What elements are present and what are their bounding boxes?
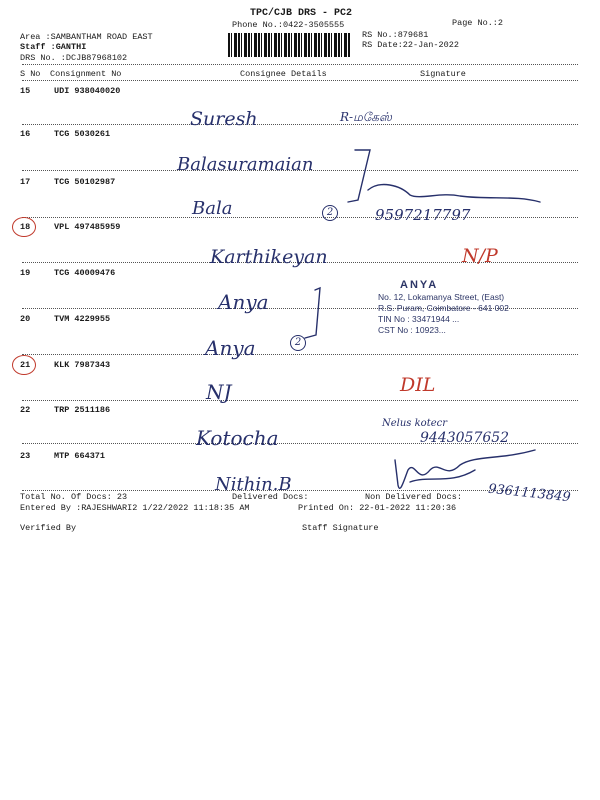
- col-consignee: Consignee Details: [240, 69, 327, 79]
- handwritten-name: NJ: [206, 380, 232, 404]
- signature-stroke: [348, 150, 370, 202]
- row-sno: 20: [20, 314, 31, 324]
- row-consignment: TRP 2511186: [54, 405, 111, 415]
- col-sno: S No: [20, 69, 41, 79]
- row-sno: 21: [20, 360, 31, 370]
- handwritten-note: R-மகேஸ்: [340, 110, 392, 124]
- row-sno: 17: [20, 177, 31, 187]
- row-divider: [22, 124, 578, 125]
- signature-stroke: [410, 470, 475, 482]
- handwritten-name: Kotocha: [196, 426, 279, 450]
- printed-on: Printed On: 22-01-2022 11:20:36: [298, 503, 457, 513]
- entered-by: Entered By :RAJESHWARI2 1/22/2022 11:18:35 AM: [20, 503, 250, 513]
- page-number: Page No.:2: [452, 18, 504, 28]
- handwritten-phone: 9597217797: [375, 206, 471, 224]
- row-sno: 16: [20, 129, 31, 139]
- non-delivered-docs: Non Delivered Docs:: [365, 492, 462, 502]
- handwritten-name: Anya: [205, 336, 256, 360]
- red-circle-mark: [12, 355, 36, 375]
- row-consignment: UDI 938040020: [54, 86, 121, 96]
- handwritten-name: Karthikeyan: [210, 246, 328, 268]
- stamp-address-line: R.S. Puram, Coimbatore - 641 002: [378, 303, 509, 313]
- red-circle-mark: [12, 217, 36, 237]
- handwritten-name: Anya: [218, 290, 269, 314]
- divider: [22, 64, 578, 65]
- handwritten-phone: 9443057652: [420, 430, 510, 446]
- row-consignment: VPL 497485959: [54, 222, 121, 232]
- total-docs: Total No. Of Docs: 23: [20, 492, 128, 502]
- divider: [22, 80, 578, 81]
- signature-stroke: [305, 288, 320, 338]
- handwritten-name: Suresh: [190, 108, 258, 130]
- stamp-company: ANYA: [400, 279, 439, 291]
- col-signature: Signature: [420, 69, 466, 79]
- row-consignment: TCG 50102987: [54, 177, 116, 187]
- circled-number-mark: 2: [322, 205, 338, 221]
- col-consignment: Consignment No: [50, 69, 122, 79]
- row-sno: 22: [20, 405, 31, 415]
- drs-number: DRS No. :DCJB87968102: [20, 53, 128, 63]
- rs-number: RS No.:879681: [362, 30, 429, 40]
- barcode: [228, 33, 350, 57]
- stamp-tin: TIN No : 33471944 ...: [378, 314, 460, 324]
- row-sno: 15: [20, 86, 31, 96]
- row-consignment: KLK 7987343: [54, 360, 111, 370]
- stamp-cst: CST No : 10923...: [378, 325, 446, 335]
- handwritten-name: Nithin.B: [215, 474, 292, 495]
- row-sno: 23: [20, 451, 31, 461]
- handwritten-name: Bala: [192, 198, 233, 219]
- signature-stroke: [368, 185, 540, 202]
- row-consignment: TCG 40009476: [54, 268, 116, 278]
- handwritten-note: Nelus kotecr: [382, 418, 448, 429]
- signature-stroke: [395, 450, 535, 488]
- row-consignment: MTP 664371: [54, 451, 106, 461]
- staff-signature: Staff Signature: [302, 523, 379, 533]
- handwritten-phone: 9361113849: [487, 481, 572, 506]
- delivered-docs: Delivered Docs:: [232, 492, 309, 502]
- row-sno: 19: [20, 268, 31, 278]
- area-label: Area :SAMBANTHAM ROAD EAST: [20, 32, 153, 42]
- row-sno: 18: [20, 222, 31, 232]
- handwritten-status: DIL: [400, 374, 436, 396]
- row-consignment: TVM 4229955: [54, 314, 111, 324]
- phone-number: Phone No.:0422-3505555: [232, 20, 345, 30]
- handwritten-name: Balasuramaian: [177, 154, 314, 175]
- handwritten-status: N/P: [462, 245, 498, 267]
- staff-label: Staff :GANTHI: [20, 42, 87, 52]
- document-title: TPC/CJB DRS - PC2: [250, 8, 353, 19]
- circled-number-mark: 2: [290, 335, 306, 351]
- row-consignment: TCG 5030261: [54, 129, 111, 139]
- rs-date: RS Date:22-Jan-2022: [362, 40, 459, 50]
- stamp-address-line: No. 12, Lokamanya Street, (East): [378, 292, 505, 302]
- verified-by: Verified By: [20, 523, 77, 533]
